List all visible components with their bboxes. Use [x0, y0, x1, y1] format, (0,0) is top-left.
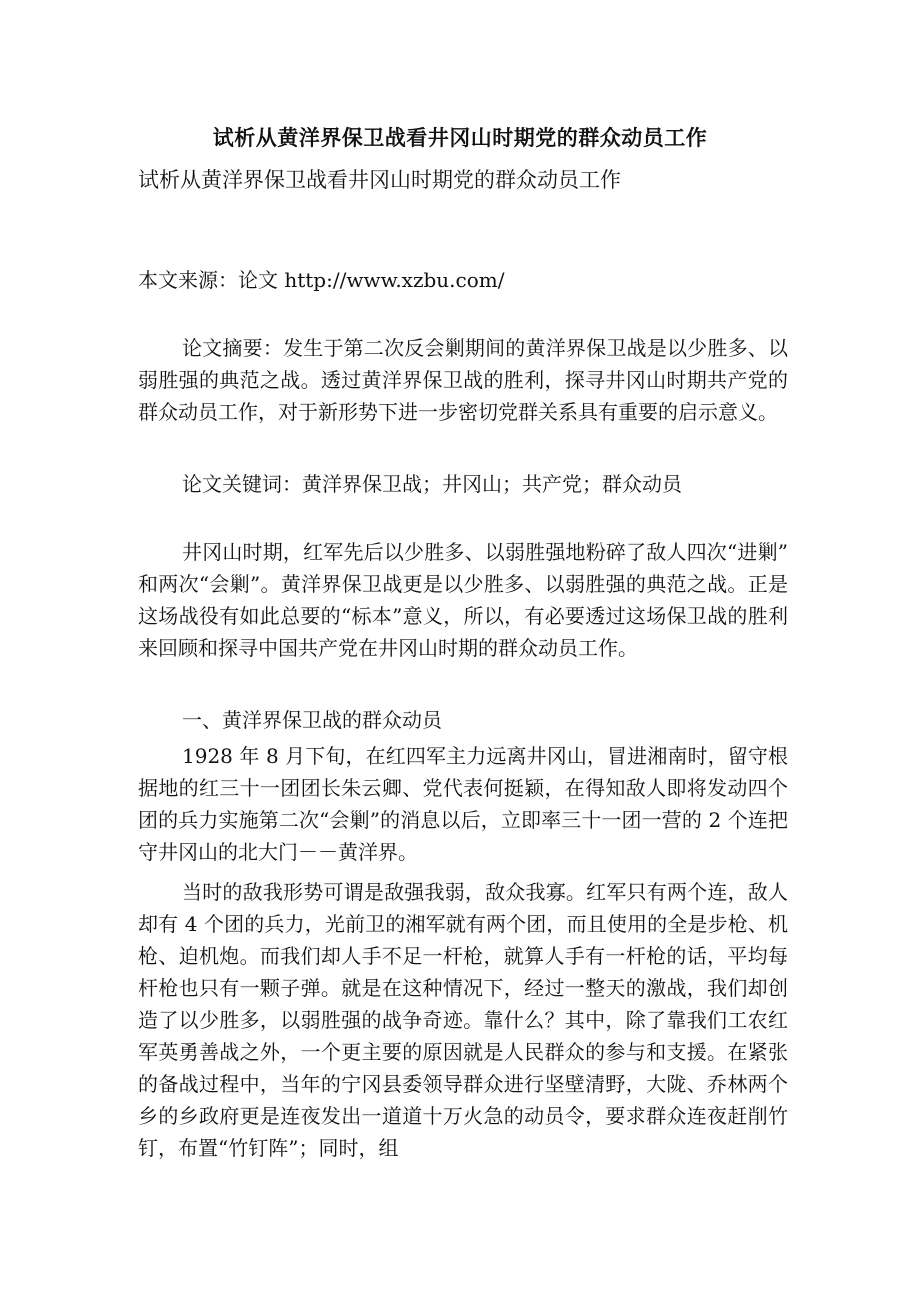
source-line: 本文来源：论文 http://www.xzbu.com/: [138, 268, 505, 292]
document-subtitle: 试析从黄洋界保卫战看井冈山时期党的群众动员工作: [138, 168, 621, 192]
section-heading: 一、黄洋界保卫战的群众动员: [182, 708, 442, 732]
body-paragraph: 当时的敌我形势可谓是敌强我弱，敌众我寡。红军只有两个连，敌人却有 4 个团的兵力，光前卫的湘军就有两个团，而且使用的全是步枪、机枪、迫机炮。而我们却人手不足一杆枪，就算人手有一杆枪的话，平均每杆枪也只有一颗子弹。就是在这种情况下，经过一整天的激战，我们却创造了以少胜多，以弱胜强的战争奇迹。靠什么？其中，除了靠我们工农红军英勇善战之外，一个更主要的原因就是人民群众的参与和支援。在紧张的备战过程中，当年的宁冈县委领导群众进行坚壁清野，大陇、乔林两个乡的乡政府更是连夜发出一道道十万火急的动员令，要求群众连夜赶削竹钉，布置“竹钉阵”；同时，组: [138, 880, 788, 1160]
body-paragraph: 1928 年 8 月下旬，在红四军主力远离井冈山，冒进湘南时，留守根据地的红三十一团团长朱云卿、党代表何挺颖，在得知敌人即将发动四个团的兵力实施第二次“会剿”的消息以后，立即率三十一团一营的 2 个连把守井冈山的北大门－－黄洋界。: [138, 744, 788, 864]
keywords-paragraph: 论文关键词：黄洋界保卫战；井冈山；共产党；群众动员: [182, 472, 682, 496]
intro-paragraph: 井冈山时期，红军先后以少胜多、以弱胜强地粉碎了敌人四次“进剿” 和两次“会剿”。黄洋界保卫战更是以少胜多、以弱胜强的典范之战。正是这场战役有如此总要的“标本”意义，所以，有必要透过这场保卫战的胜利来回顾和探寻中国共产党在井冈山时期的群众动员工作。: [138, 540, 788, 660]
document-title: 试析从黄洋界保卫战看井冈山时期党的群众动员工作: [212, 125, 708, 150]
abstract-paragraph: 论文摘要：发生于第二次反会剿期间的黄洋界保卫战是以少胜多、以弱胜强的典范之战。透过黄洋界保卫战的胜利，探寻井冈山时期共产党的群众动员工作，对于新形势下进一步密切党群关系具有重要的启示意义。: [138, 336, 788, 424]
